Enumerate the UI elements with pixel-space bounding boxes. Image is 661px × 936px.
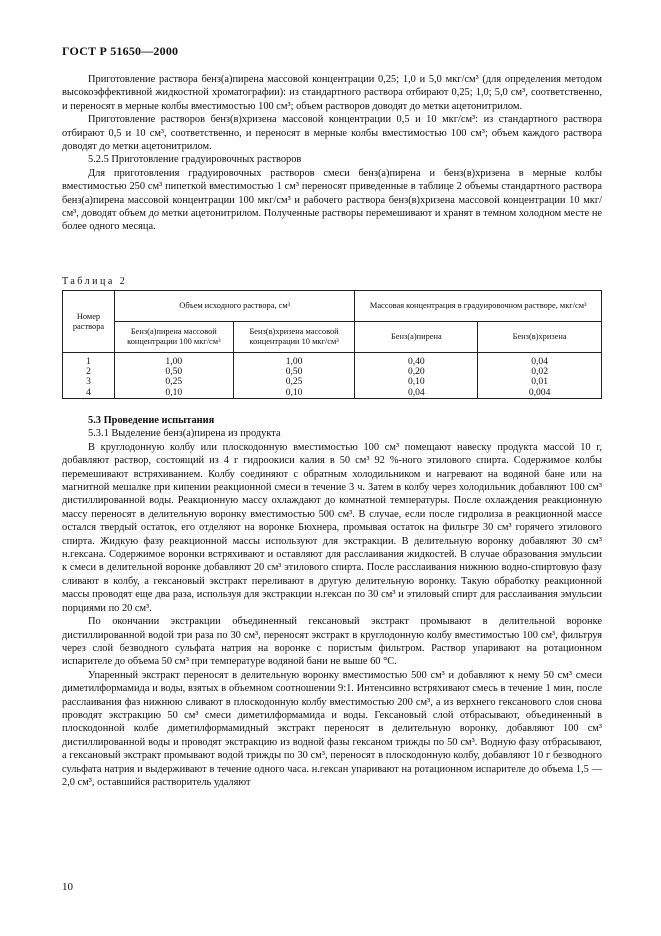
table-cell: 0,02 <box>478 367 602 377</box>
table-cell: 0,20 <box>355 367 478 377</box>
table-cell: 1,00 <box>233 353 355 368</box>
table-cell: 0,01 <box>478 377 602 387</box>
table-cell: 1,00 <box>114 353 233 368</box>
header-mass-concentration: Массовая концентрация в градуировочном растворе, мкг/см³ <box>355 291 602 322</box>
subheader-volume-benzchrysene: Бенз(в)хризена массовой концентрации 10 мкг/см³ <box>233 322 355 353</box>
table-row <box>63 388 602 399</box>
table-cell: 0,40 <box>355 353 478 368</box>
table-cell: 0,10 <box>355 377 478 387</box>
subheader-conc-benzapyrene: Бенз(а)пирена <box>355 322 478 353</box>
table-cell: 0,25 <box>114 377 233 387</box>
subsection-heading-5-3-1: 5.3.1 Выделение бенз(а)пирена из продукта <box>88 428 281 440</box>
subheader-volume-benzapyrene: Бенз(а)пирена массовой концентрации 100 мкг/см³ <box>114 322 233 353</box>
table-caption: Таблица 2 <box>62 276 128 287</box>
table-cell: 0,10 <box>233 388 355 399</box>
table-cell: 0,50 <box>233 367 355 377</box>
header-initial-volume: Объем исходного раствора, см³ <box>114 291 355 322</box>
paragraph-benzchrysene-solution: Приготовление растворов бенз(в)хризена массовой концентрации 0,5 и 10 мкг/см³: из стандартного раствора отбирают 0,5 и 10 см³, соответственно, и переносят в мерные колбы вместимостью 100 см³; объем каждого раствора доводят до метки ацетонитрилом. <box>62 114 602 153</box>
table-cell: 0,004 <box>478 388 602 399</box>
table-cell: 0,10 <box>114 388 233 399</box>
paragraph-dmf-extraction: Упаренный экстракт переносят в делительную воронку вместимостью 500 см³ и добавляют к нему 50 см³ смеси диметилформамида и воды, взятых в объемном соотношении 9:1. Интенсивно встряхивают смесь в течение 1 мин, после расслаивания фаз нижнюю сливают в плоскодонную колбу вместимостью 200 см³, а из верхнего гексанового слоя снова проводят экстракцию 50 см³ смеси диметилформамида и воды. Гексановый слой отбрасывают, объединенный в плоскодонной колбе диметилформамидный экстракт переносят в делительную воронку, добавляют 100 см³ дистиллированной воды и проводят экстракцию из водной фазы гексаном трижды по 50 см³. Водную фазу отбрасывают, а гексановый экстракт промывают водой трижды по 30 см³, переносят в плоскодонную колбу, добавляют 10 г безводного сульфата натрия и выдерживают в течение одного часа. н.гексан упаривают на ротационном испарителе до объема 1,5 — 2,0 см³, оставшийся растворитель удаляют <box>62 669 602 788</box>
table-cell: 1 <box>63 353 115 368</box>
table-row <box>63 367 602 377</box>
table-cell: 0,25 <box>233 377 355 387</box>
document-code-header: ГОСТ Р 51650—2000 <box>62 44 179 58</box>
section-heading-5-3: 5.3 Проведение испытания <box>88 415 215 426</box>
paragraph-hydrolysis-extraction: В круглодонную колбу или плоскодонную вместимостью 100 см³ помещают навеску продукта массой 10 г, добавляют раствор, состоящий из 4 г гидроокиси калия в 50 см³ 92 %-ного этилового спирта. Содержимое колбы перемешивают встряхиванием. Колбу соединяют с обратным холодильником и нагревают на водяной бане или на магнитной мешалке при кипении реакционной смеси в течение 3 ч. Затем в колбу через холодильник добавляют 100 см³ дистиллированной воды. Реакционную массу охлаждают до комнатной температуры. После охлаждения реакционную массу переносят в делительную воронку вместимостью 500 см³. В случае, если после гидролиза в реакционной массе остался твердый остаток, его отделяют на воронке Бюхнера, промывая остаток на фильтре 30 см³ горячего этилового спирта. Жидкую фазу реакционной массы используют для экстракции. В делительную воронку добавляют 30 см³ н.гексана. Содержимое воронки встряхивают и оставляют для расслаивания жидкостей. В случае образования эмульсии к смеси в делительной воронке добавляют 20 см³ этилового спирта. После расслаивания нижнюю водно-спиртовую фазу сливают в колбу, а гексановый экстракт переливают в другую делительную воронку. Такую обработку реакционной массы проводят еще два раза, используя для экстракции н.гексан по 30 см³ и этиловый спирт для расслаивания эмульсии порциями по 20 см³. <box>62 441 602 614</box>
table-cell: 0,04 <box>355 388 478 399</box>
paragraph-benzapyrene-solution: Приготовление раствора бенз(а)пирена массовой концентрации 0,25; 1,0 и 5,0 мкг/см³ (для определения методом высокоэффективной жидкостной хроматографии): из стандартного раствора отбирают 0,25; 1,0; 5,0 см³, соответственно, и переносят в мерные колбы вместимостью 100 см³; объем растворов доводят до метки ацетонитрилом. <box>62 74 602 112</box>
subsection-heading-5-2-5: 5.2.5 Приготовление градуировочных растворов <box>88 154 302 166</box>
page-number: 10 <box>62 881 73 893</box>
table-cell: 0,50 <box>114 367 233 377</box>
testing-section <box>62 414 602 789</box>
table-row <box>63 353 602 368</box>
table-cell: 4 <box>63 388 115 399</box>
header-solution-number: Номер раствора <box>63 291 115 353</box>
table-cell: 2 <box>63 367 115 377</box>
preparation-section <box>62 73 602 234</box>
calibration-table <box>62 290 602 399</box>
table-cell: 0,04 <box>478 353 602 368</box>
table-cell: 3 <box>63 377 115 387</box>
paragraph-calibration-solutions: Для приготовления градуировочных растворов смеси бенз(а)пирена и бенз(в)хризена в мерные колбы вместимостью 250 см³ пипеткой вместимостью 1 см³ переносят приведенные в таблице 2 объемы стандартного раствора бенз(а)пирена массовой концентрации 100 мкг/см³ и рабочего раствора бенз(в)хризена массовой концентрации 10 мкг/см³, доводят объем до метки ацетонитрилом. Полученные растворы перемешивают и хранят в темном холодном месте не более одного месяца. <box>62 167 602 233</box>
table-row <box>63 377 602 387</box>
subheader-conc-benzchrysene: Бенз(в)хризена <box>478 322 602 353</box>
paragraph-washing-evaporation: По окончании экстракции объединенный гексановый экстракт промывают в делительной воронке дистиллированной водой три раза по 30 см³, переносят экстракт в круглодонную колбу вместимостью 100 см³, фильтруя через слой безводного сульфата натрия на воронке с пористым фильтром. Раствор упаривают на ротационном испарителе до объема 50 см³ при температуре водяной бани не выше 60 °С. <box>62 616 602 668</box>
